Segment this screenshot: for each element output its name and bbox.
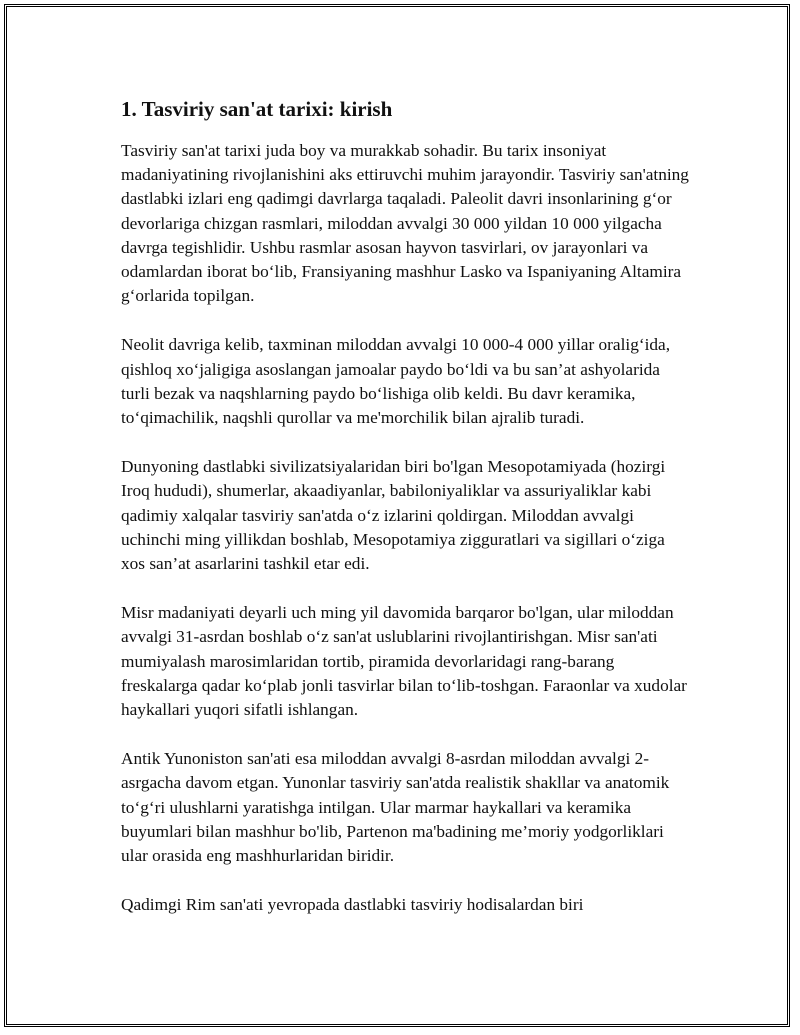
paragraph-mesopotamia: Dunyoning dastlabki sivilizatsiyalaridan biri bo'lgan Mesopotamiyada (hozirgi Iroq hududi), shumerlar, akaadiyanlar, babiloniyaliklar va assuriyaliklar kabi qadimiy xalqalar tasviriy san'atda o‘z izlarini qoldirgan. Miloddan avvalgi uchinchi ming yillikdan boshlab, Mesopotamiya zigguratlari va sigillari o‘ziga xos san’at asarlarini tashkil etar edi. (121, 457, 666, 574)
document-body (121, 95, 693, 942)
paragraph-rome: Qadimgi Rim san'ati yevropada dastlabki tasviriy hodisalardan biri (121, 895, 584, 915)
document-page (4, 4, 790, 1027)
paragraph-egypt: Misr madaniyati deyarli uch ming yil davomida barqaror bo'lgan, ular miloddan avvalgi 31-asrdan boshlab o‘z san'at uslublarini rivojlantirishgan. Misr san'ati mumiyalash marosimlaridan tortib, piramida devorlaridagi rang-barang freskalarga qadar ko‘plab jonli tasvirlar bilan to‘lib-toshgan. Faraonlar va xudolar haykallari yuqori sifatli ishlangan. (121, 603, 687, 720)
paragraph-neolithic: Neolit davriga kelib, taxminan miloddan avvalgi 10 000-4 000 yillar oralig‘ida, qishloq xo‘jaligiga asoslangan jamoalar paydo bo‘ldi va bu san’at ashyolarida turli bezak va naqshlarning paydo bo‘lishiga olib keldi. Bu davr keramika, to‘qimachilik, naqshli qurollar va me'morchilik bilan ajralib turadi. (121, 335, 671, 428)
paragraph-greece: Antik Yunoniston san'ati esa miloddan avvalgi 8-asrdan miloddan avvalgi 2-asrgacha davom etgan. Yunonlar tasviriy san'atda realistik shakllar va anatomik to‘g‘ri ulushlarni yaratishga intilgan. Ular marmar haykallari va keramika buyumlari bilan mashhur bo'lib, Partenon ma'badining me’moriy yodgorliklari ular orasida eng mashhurlaridan biridir. (121, 749, 670, 866)
paragraph-paleolithic: Tasviriy san'at tarixi juda boy va murakkab sohadir. Bu tarix insoniyat madaniyatining rivojlanishini aks ettiruvchi muhim jarayondir. Tasviriy san'atning dastlabki izlari eng qadimgi davrlarga taqaladi. Paleolit davri insonlarining g‘or devorlariga chizgan rasmlari, miloddan avvalgi 30 000 yildan 10 000 yilgacha davrga tegishlidir. Ushbu rasmlar asosan hayvon tasvirlari, ov jarayonlari va odamlardan iborat bo‘lib, Fransiyaning mashhur Lasko va Ispaniyaning Altamira g‘orlarida topilgan. (121, 141, 689, 306)
section-heading: 1. Tasviriy san'at tarixi: kirish (121, 97, 393, 121)
